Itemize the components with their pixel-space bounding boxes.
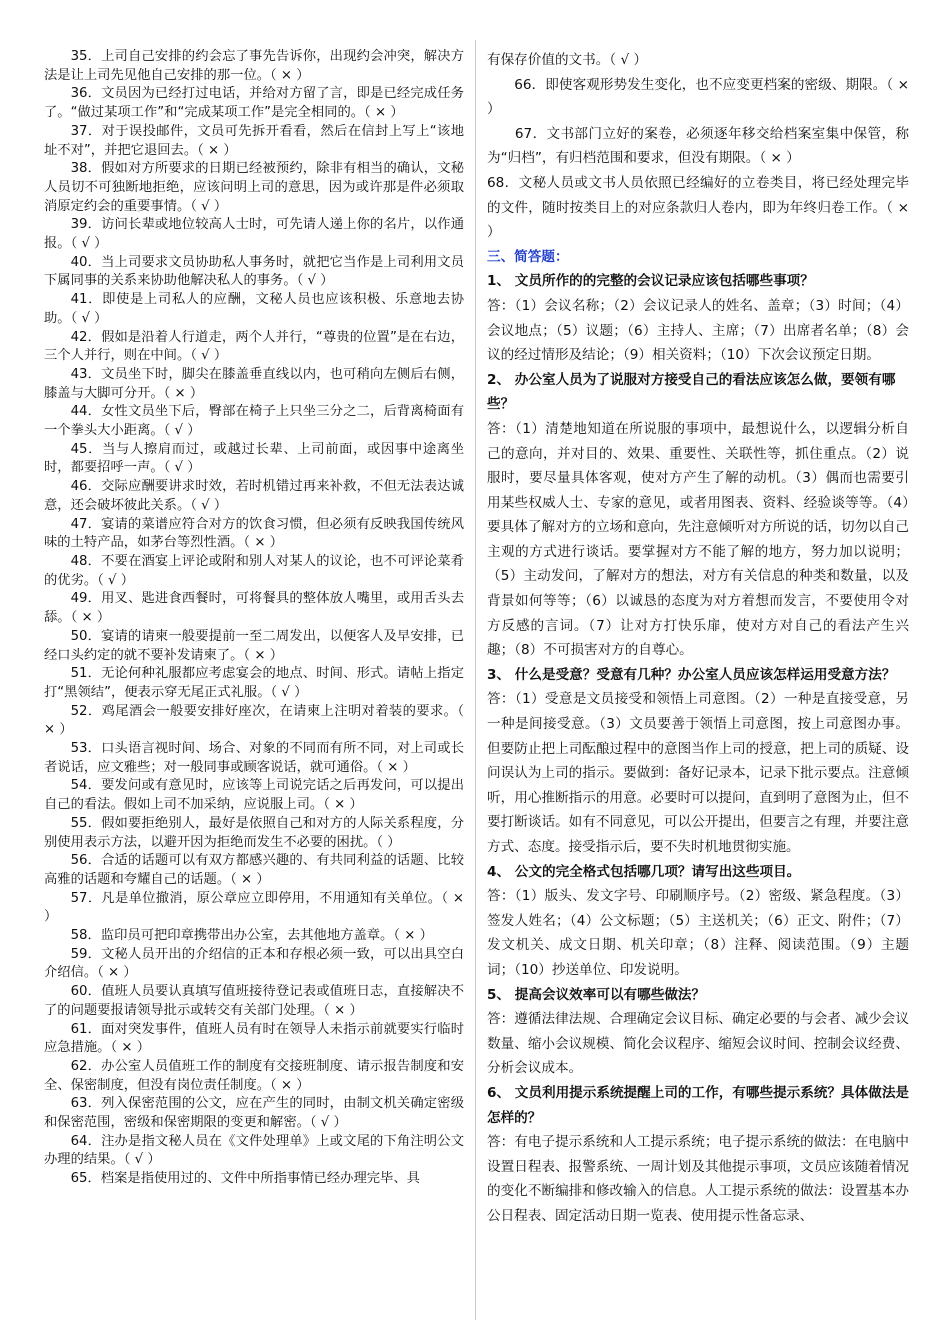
judgement-item: 63．列入保密范围的公文，应在产生的同时，由制文机关确定密级和保密范围，密级和保密期限的变更和解密。（ √ ） — [44, 1096, 464, 1131]
judgement-item: 57．凡是单位撤消，原公章应立即停用，不用通知有关单位。（ × ） — [44, 890, 469, 925]
judgement-item: 62．办公室人员值班工作的制度有交接班制度、请示报告制度和安全、保密制度，但没有岗位责任制度。（ × ） — [44, 1058, 464, 1093]
judgement-item: 65．档案是指使用过的、文件中所指事情已经办理完毕、具 — [70, 1171, 420, 1187]
judgement-item: 44．女性文员坐下后，臀部在椅子上只坐三分之二，后背离椅面有一个拳头大小距离。（ √ ） — [44, 404, 464, 439]
answer-text: 答：（1）清楚地知道在所说服的事项中，最想说什么，以逻辑分析自己的意向，并对目的、效果、重要性、关联性等，抓住重点。（2）说服时，要尽量具体客观，使对方产生了解的动机。（3）偶而也需要引用某些权威人士、专家的意见，或者用图表、资料、经验谈等等。（4）要具体了解对方的立场和意向，先注意倾听对方所说的话，切勿以自己主观的方式进行谈话。要掌握对方不能了解的地方，努力加以说明；（5）主动发问，了解对方的想法，对方有关信息的种类和数量，以及背景如何等等；（6）以诚恳的态度为对方着想而发言，不要使用令对方反感的言词。（7）让对方打快乐扉，使对方对自己的看法产生兴趣；（8）不可损害对方的自尊心。 — [487, 420, 909, 659]
answer-text: 答：有电子提示系统和人工提示系统；电子提示系统的做法：在电脑中设置日程表、报警系统、一周计划及其他提示事项，文员应该随着情况的变化不断编排和修改输入的信息。人工提示系统的做法：设置基本办公日程表、固定活动日期一览表、使用提示性备忘录、 — [487, 1134, 909, 1224]
judgement-item: 51．无论何种礼服都应考虑宴会的地点、时间、形式。请帖上指定打“黑领结”，便表示穿无尾正式礼服。（ √ ） — [44, 666, 464, 700]
judgement-item: 41．即使是上司私人的应酬，文秘人员也应该积极、乐意地去协助。（ √ ） — [44, 292, 464, 326]
judgement-item: 42．假如是沿着人行道走，两个人并行，“尊贵的位置”是在右边，三个人并行，则在中间。（ √ ） — [44, 329, 464, 364]
question-title: 6、 文员利用提示系统提醒上司的工作，有哪些提示系统？具体做法是怎样的？ — [487, 1084, 910, 1126]
column-divider — [475, 40, 476, 1320]
answer-text: 答：（1）会议名称；（2）会议记录人的姓名、盖章；（3）时间；（4）会议地点；（5）议题；（6）主持人、主席；（7）出席者名单；（8）会议的经过情形及结论；（9）相关资料；（10）下次会议预定日期。 — [487, 297, 909, 364]
judgement-item: 67．文书部门立好的案卷，必须逐年移交给档案室集中保管，称为“归档”，有归档范围和要求，但没有期限。（ × ） — [487, 125, 909, 167]
judgement-item: 48．不要在酒宴上评论或附和别人对某人的议论，也不可评论菜肴的优劣。（ √ ） — [44, 553, 464, 588]
judgement-item: 有保存价值的文书。（ √ ） — [487, 52, 648, 68]
judgement-item: 59．文秘人员开出的介绍信的正本和存根必须一致，可以出具空白介绍信。（ × ） — [44, 946, 464, 981]
judgement-item: 36．文员因为已经打过电话，并给对方留了言，即是已经完成任务了。“做过某项工作”和“完成某项工作”是完全相同的。（ × ） — [44, 86, 464, 121]
judgement-item: 50．宴请的请柬一般要提前一至二周发出，以便客人及早安排，已经口头约定的就不要补发请柬了。（ × ） — [44, 628, 464, 663]
judgement-item: 54．要发问或有意见时，应该等上司说完话之后再发问，可以提出自己的看法。假如上司不加采纳，应说服上司。（ × ） — [44, 778, 464, 813]
judgement-item: 52．鸡尾酒会一般要安排好座次，在请柬上注明对着装的要求。（ × ） — [44, 703, 469, 738]
answer-text: 答：（1）受意是文员接受和领悟上司意图。（2）一种是直接受意，另一种是间接受意。（3）文员要善于领悟上司意图，按上司意图办事。但要防止把上司酝酿过程中的意图当作上司的授意，把上司的质疑、设问误认为上司的指示。要做到：备好记录本，记录下批示要点。注意倾听，用心推断指示的用意。必要时可以提问，直到明了意图为止，但不要打断谈话。如有不同意见，可以公开提出，但要言之有理，并要注意方式、态度。接受指示后，要不失时机地贯彻实施。 — [487, 691, 909, 855]
left-column — [44, 48, 469, 1189]
judgement-item: 60．值班人员要认真填写值班接待登记表或值班日志，直接解决不了的问题要报请领导批示或转交有关部门处理。（ × ） — [44, 984, 464, 1018]
judgement-item: 39．访问长辈或地位较高人士时，可先请人递上你的名片，以作通报。（ √ ） — [44, 217, 464, 252]
right-column — [487, 48, 914, 1229]
judgement-item: 43．文员坐下时，脚尖在膝盖垂直线以内，也可稍向左侧后右侧，膝盖与大脚可分开。（ × ） — [44, 366, 464, 401]
answer-text: 答：遵循法律法规、合理确定会议目标、确定必要的与会者、减少会议数量、缩小会议规模、简化会议程序、缩短会议时间、控制会议经费、分析会议成本。 — [487, 1011, 909, 1077]
judgement-item: 35．上司自己安排的约会忘了事先告诉你，出现约会冲突，解决方法是让上司先见他自己安排的那一位。（ × ） — [44, 49, 464, 83]
judgement-item: 56．合适的话题可以有双方都感兴趣的、有共同利益的话题、比较高雅的话题和夸耀自己的话题。（ × ） — [44, 853, 464, 887]
answer-text: 答：（1）版头、发文字号、印刷顺序号。（2）密级、紧急程度。（3）签发人姓名；（4）公文标题；（5）主送机关；（6）正文、附件；（7）发文机关、成文日期、机关印章；（8）注释、阅读范围。（9）主题词；（10）抄送单位、印发说明。 — [487, 888, 909, 978]
question-title: 3、 什么是受意？受意有几种？办公室人员应该怎样运用受意方法？ — [487, 666, 896, 683]
judgement-item: 68．文秘人员或文书人员依照已经编好的立卷类目，将已经处理完毕的文件，随时按类目上的对应条款归人卷内，即为年终归卷工作。（ × ） — [487, 174, 914, 241]
judgement-item: 47．宴请的菜谱应符合对方的饮食习惯，但必须有反映我国传统风味的土特产品，如茅台等烈性酒。（ × ） — [44, 516, 464, 551]
question-title: 2、 办公室人员为了说服对方接受自己的看法应该怎么做，要领有哪些？ — [487, 371, 896, 413]
judgement-item: 49．用叉、匙进食西餐时，可将餐具的整体放人嘴里，或用舌头去舔。（ × ） — [44, 591, 464, 626]
judgement-item: 38．假如对方所要求的日期已经被预约，除非有相当的确认，文秘人员切不可独断地拒绝，应该问明上司的意思，因为或许那是件必须取消原定约会的重要事情。（ √ ） — [44, 161, 464, 214]
judgement-item: 61．面对突发事件，值班人员有时在领导人未指示前就要实行临时应急措施。（ × ） — [44, 1021, 464, 1056]
judgement-item: 40．当上司要求文员协助私人事务时，就把它当作是上司利用文员下属同事的关系来协助他解决私人的事务。（ √ ） — [44, 254, 464, 289]
question-title: 5、 提高会议效率可以有哪些做法？ — [487, 986, 706, 1003]
judgement-item: 53．口头语言视时间、场合、对象的不同而有所不同，对上司或长者说话，应文雅些；对一般同事或顾客说话，就可通俗。（ × ） — [44, 741, 464, 775]
section-title: 三、简答题： — [487, 248, 569, 265]
judgement-item: 64．注办是指文秘人员在《文件处理单》上或文尾的下角注明公文办理的结果。（ √ ） — [44, 1133, 464, 1168]
judgement-item: 37．对于误投邮件，文员可先拆开看看，然后在信封上写上“该地址不对”，并把它退回去。（ × ） — [44, 123, 464, 158]
judgement-item: 55．假如要拒绝别人，最好是依照自己和对方的人际关系程度，分别使用表示方法，以避开因为拒绝而发生不必要的困扰。（ ） — [44, 815, 464, 850]
judgement-item: 66．即使客观形势发生变化，也不应变更档案的密级、期限。（ × ） — [487, 76, 914, 118]
judgement-item: 46．交际应酬要讲求时效，若时机错过再来补救，不但无法表达诚意，还会破坏彼此关系。（ √ ） — [44, 479, 464, 513]
question-title: 1、 文员所作的的完整的会议记录应该包括哪些事项？ — [487, 273, 814, 290]
question-title: 4、 公文的完全格式包括哪几项？请写出这些项目。 — [487, 863, 801, 880]
judgement-item: 58．监印员可把印章携带出办公室，去其他地方盖章。（ × ） — [70, 928, 433, 944]
judgement-item: 45．当与人擦肩而过，或越过长辈、上司前面，或因事中途离坐时，都要招呼一声。（ √ ） — [44, 441, 464, 476]
